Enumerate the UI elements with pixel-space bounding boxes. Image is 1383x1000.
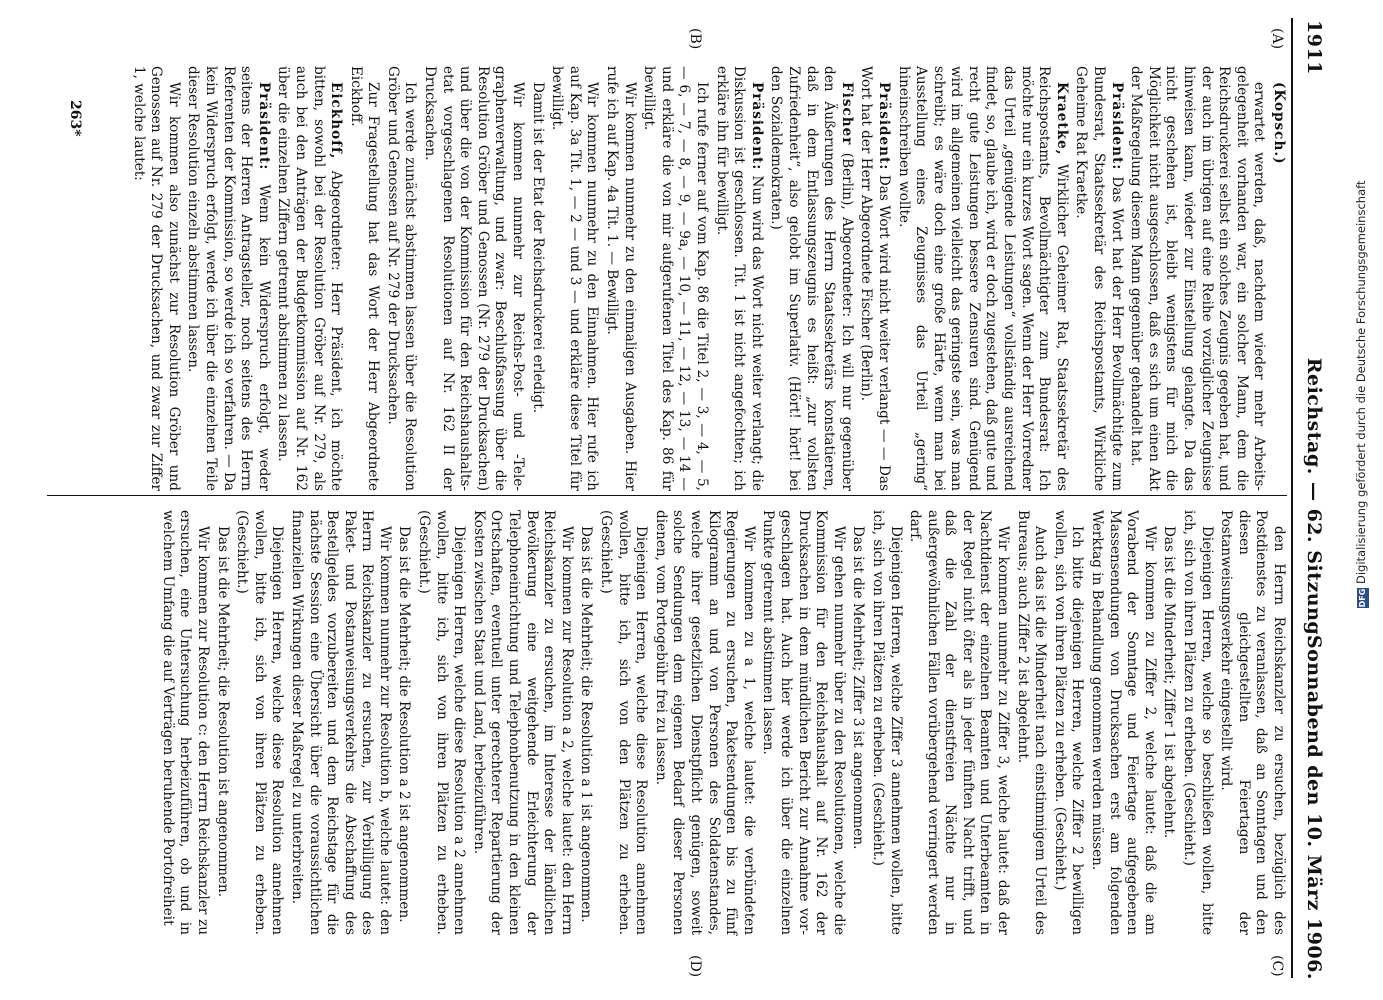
paragraph bbox=[640, 66, 710, 491]
paragraph bbox=[421, 66, 527, 491]
paragraph bbox=[274, 66, 344, 491]
digitization-note bbox=[1354, 180, 1376, 608]
paragraph-text: Wir gehen nunmehr über zu den Resolutionen, welche die Kommission für den Reichshaushalt auf Nr. 162 der Drucksachen in dem mündlichen Bericht zur Annahme vorgeschlagen hat. Auch hier werde ich über die einzelnen Punkte getrennt abstimmen lassen. bbox=[760, 510, 847, 935]
paragraph bbox=[548, 66, 601, 491]
paragraph-text: Das ist die Minderheit; Ziffer 1 ist abgelehnt. bbox=[1161, 526, 1178, 839]
paragraph-text: Das ist die Mehrheit; die Resolution a 1 ist angenommen. bbox=[578, 526, 595, 923]
margin-marker-b: (B) bbox=[687, 28, 703, 50]
paragraph bbox=[906, 510, 1012, 935]
paragraph bbox=[233, 510, 286, 935]
paragraph bbox=[602, 66, 637, 491]
digitization-text: Digitalisierung gefördert durch die Deutsche Forschungsgemeinschaft bbox=[1354, 180, 1368, 584]
speaker-name: Präsident: bbox=[1108, 82, 1125, 171]
paragraph-text: Wir kommen zu Ziffer 2, welche lautet: daß die am Vorabend der Sonntage und Feiertage aufgegebenen Massensendungen von Drucksachen erst am folgenden Werktag in Behandlung genommen werden müssen. bbox=[1089, 510, 1158, 935]
paragraph-text: Das ist die Mehrheit; die Resolution ist angenommen. bbox=[214, 526, 231, 898]
dfg-logo: DFG bbox=[1358, 588, 1367, 608]
speaker-name: Präsident: bbox=[875, 82, 892, 171]
paragraph bbox=[346, 66, 381, 491]
paragraph-text: Diejenigen Herren, welche Ziffer 3 annehmen wollen, bitte ich, sich von ihren Plätzen zu erheben. (Geschieht.) bbox=[869, 510, 904, 935]
margin-marker-c: (C) bbox=[1269, 955, 1285, 977]
paragraph-text: Diejenigen Herren, welche so beschließen wollen, bitte ich, sich von ihren Plätzen zu erheben. (Geschieht.) bbox=[1181, 510, 1215, 935]
paragraph bbox=[759, 510, 847, 935]
paragraph bbox=[712, 66, 765, 491]
paragraph bbox=[1127, 66, 1268, 491]
paragraph-text: erwartet werden, daß, nachdem wieder mehr Arbeitsgelegenheit vorhanden war, ein solcher Mann, dem die Reichsdruckerei selbst ein solches Zeugnis gegeben hat, und der auch im übrigen auf eine Reihe vorzüglicher Zeugnisse hinweisen kann, wieder zur Einstellung gelangte. Da das nicht geschehen ist, bleibt wenigstens für mich die Möglichkeit nicht ausgeschlossen, daß es sich um einen Akt der Maßregelung diesem Mann gegenüber gehandelt hat. bbox=[1128, 66, 1268, 491]
paragraph-text: Zur Fragestellung hat das Wort der Herr Abgeordnete Eickhoff. bbox=[347, 66, 382, 491]
paragraph bbox=[651, 510, 757, 935]
paragraph bbox=[1160, 510, 1178, 935]
paragraph bbox=[129, 66, 182, 491]
paragraph-text: Wir kommen nunmehr zu den einmaligen Ausgaben. Hier rufe ich auf Kap. 4a Tit. 1. — Bewilligt. bbox=[604, 66, 638, 491]
paragraph-text: Wir kommen zur Resolution c: den Herrn Reichskanzler zu ersuchen, eine Untersuchung herbeizuführen, ob und in welchem Umfang die auf Verträgen beruhende Portofreiheit bbox=[159, 510, 211, 935]
paragraph-text: Wir kommen nunmehr zu Ziffer 3, welche lautet: daß der Nachtdienst der einzelnen Beamten und Unterbeamten in der Regel nicht öfter als in jeder fünften Nacht trifft, und daß die Zahl der dienstfreien Nächte nur in außergewöhnlichen Fällen vorübergehend verringert werden darf. bbox=[907, 510, 1012, 935]
column-divider bbox=[47, 495, 1287, 496]
paragraph-text: Wenn kein Widerspruch erfolgt, weder seitens der Herren Antragsteller, noch seitens des Herrn Referenten der Kommission, so werde ich so verfahren. — Da kein Widerspruch erfolgt, werde ich über die einzelnen Teile dieser Resolution einzeln abstimmen lassen. bbox=[185, 66, 272, 492]
paragraph-text: Diejenigen Herren, welche diese Resolution a 2 annehmen wollen, bitte ich, sich von ihren Plätzen zu erheben. (Geschieht.) bbox=[416, 510, 468, 935]
paragraph bbox=[1072, 66, 1125, 491]
paragraph-text: Wirklicher Geheimer Rat, Staatssekretär des Reichspostamts, Bevollmächtigter zum Bundesrat: Ich möchte nur ein kurzes Wort sagen. Wenn der Herr Vorredner das Urteil „genügende Leistungen“ vollständig ausreichend findet, so, glaube ich, wird er doch zugestehen, daß gute und recht gute Leistungen bessere Zensuren sind. Genügend wird im allgemeinen vielleicht das geringste sein, was man schreibt; es wäre doch eine große Härte, wenn man bei Ausstellung eines Zeugnisses das Urteil „gering“ hineinschreiben wollte. bbox=[895, 66, 1070, 492]
paragraph bbox=[395, 510, 413, 935]
paragraph-text: Das Wort hat der Herr Bevollmächtigte zum Bundesrat, Staatssekretär des Reichspostamts, Wirkliche Geheime Rat Kraetke. bbox=[1073, 66, 1125, 491]
paragraph bbox=[383, 66, 418, 491]
paragraph-text: Damit ist der Etat der Reichsdruckerei erledigt. bbox=[529, 82, 546, 414]
paragraph-text: Diejenigen Herren, welche diese Resolution annehmen wollen, bitte ich, sich von ihren Plätzen zu erheben. (Geschieht.) bbox=[234, 510, 286, 935]
session-date: Sonnabend den 10. März 1906. bbox=[1303, 634, 1325, 980]
paragraph bbox=[849, 510, 867, 935]
paragraph-text: Wir kommen zur Resolution a 2, welche lautet: den Herrn Reichskanzler zu ersuchen, im Interesse der ländlichen Bevölkerung eine weitgehende Erleichterung der Telephoneinrichtung und Telephonbenutzung in den kleinen Ortschaften, eventuell unter gerechterer Repartierung der Kosten zwischen Staat und Land, herbeizuführen. bbox=[470, 510, 575, 935]
speaker-name: Eickhoff, bbox=[328, 82, 345, 160]
speaker-name: Präsident: bbox=[255, 82, 272, 171]
paragraph-text: Nun wird das Wort nicht weiter verlangt; die Diskussion ist geschlossen. Tit. 1 ist nicht angefochten; ich erkläre ihn für bewilligt. bbox=[713, 66, 765, 491]
paragraph bbox=[868, 510, 903, 935]
paragraph bbox=[1179, 510, 1214, 935]
paragraph bbox=[415, 510, 468, 935]
paragraph-text: Abgeordneter: Herr Präsident, ich möchte bitten, sowohl bei der Resolution Gröber auf Nr. 279, als auch bei den Anträgen der Budgetkommission auf Nr. 162 über die einzelnen Ziffern getrennt abstimmen zu lassen. bbox=[275, 66, 345, 491]
paragraph bbox=[184, 66, 272, 491]
paragraph bbox=[577, 510, 595, 935]
page-header bbox=[1295, 20, 1325, 980]
paragraph-text: Das ist die Mehrheit; die Resolution a 2 ist angenommen. bbox=[396, 526, 413, 923]
paragraph-text: Das Wort wird nicht weiter verlangt — — Das Wort hat der Herr Abgeordnete Fischer (Berlin). bbox=[858, 66, 892, 491]
paragraph bbox=[1013, 510, 1048, 935]
paragraph bbox=[894, 66, 1070, 491]
margin-marker-d: (D) bbox=[687, 955, 703, 978]
paragraph-text: (Berlin), Abgeordneter: Ich will nur gegenüber den Äußerungen des Herrn Staatssekretärs konstatieren, daß in dem Entlassungszeugnis es heißt: „zur vollsten Zufriedenheit“, also gelobt im Superlativ. (Hört! hört! bei den Sozialdemokraten.) bbox=[768, 66, 855, 491]
paragraph bbox=[1217, 510, 1287, 935]
left-column bbox=[127, 66, 1287, 491]
paragraph bbox=[1269, 66, 1287, 491]
paragraph bbox=[1087, 510, 1157, 935]
paragraph-text: Auch das ist die Minderheit nach einstimmigem Urteil des Bureaus; auch Ziffer 2 ist abgelehnt. bbox=[1014, 510, 1049, 935]
paragraph-text: Diejenigen Herren, welche diese Resolution annehmen wollen, bitte ich, sich von den Plätzen zu erheben. (Geschieht.) bbox=[598, 510, 650, 935]
running-title: Reichstag. — 62. Sitzung. bbox=[1303, 357, 1325, 643]
paragraph-text: Wir kommen nunmehr zu den Einnahmen. Hier rufe ich auf Kap. 3a Tit. 1, — 2 — und 3 — und erkläre diese Titel für bewilligt. bbox=[549, 66, 601, 491]
paragraph-text: den Herrn Reichskanzler zu ersuchen, bezüglich des Postdienstes zu veranlassen, daß an Sonntagen und den diesen gleichgestellten Feiertagen der Postanweisungsverkehr eingestellt wird. bbox=[1218, 510, 1287, 935]
paragraph bbox=[287, 510, 393, 935]
paragraph-text: Ich werde zunächst abstimmen lassen über die Resolution Gröber und Genossen auf Nr. 279 der Drucksachen. bbox=[384, 66, 419, 491]
paragraph-text: Wir kommen also zunächst zur Resolution Gröber und Genossen auf Nr. 279 der Drucksachen, und zwar zur Ziffer 1, welche lautet: bbox=[130, 66, 182, 491]
paragraph-text: Ich rufe ferner auf vom Kap. 86 die Titel 2, — 3, — 4, — 5, — 6, — 7, — 8, — 9, — 9a, — 10, — 11, — 12, — 13, — 14 — und erkläre die von mir aufgerufenen Titel des Kap. 86 für bewilligt. bbox=[641, 66, 710, 491]
paragraph bbox=[767, 66, 855, 491]
paragraph bbox=[213, 510, 231, 935]
paragraph bbox=[158, 510, 211, 935]
speaker-name: (Kopsch.) bbox=[1271, 82, 1287, 165]
paragraph-text: Ich bitte diejenigen Herren, welche Ziffer 2 bewilligen wollen, sich von ihren Plätzen zu erheben. (Geschieht.) bbox=[1051, 510, 1086, 935]
paragraph bbox=[1050, 510, 1085, 935]
speaker-name: Fischer bbox=[838, 82, 855, 146]
margin-marker-a: (A) bbox=[1269, 28, 1285, 50]
paragraph-text: Wir kommen nunmehr zur Reichs-Post- und -Telegraphenverwaltung, und zwar: Beschlußfassung über die Resolution Gröber und Genossen (Nr. 279 der Drucksachen) und über die von der Kommission für den Reichshaushaltsetat vorgeschlagenen Resolutionen auf Nr. 162 II der Drucksachen. bbox=[422, 66, 527, 491]
right-column bbox=[156, 510, 1287, 935]
paragraph-text: Das ist die Mehrheit; Ziffer 3 ist angenommen. bbox=[850, 526, 867, 850]
page-number: 1911 bbox=[1303, 20, 1325, 75]
footer-number: 263* bbox=[67, 100, 83, 137]
header-rule bbox=[1291, 18, 1293, 978]
paragraph bbox=[528, 66, 546, 491]
paragraph bbox=[469, 510, 575, 935]
speaker-name: Präsident: bbox=[748, 82, 765, 171]
paragraph-text: Wir kommen nunmehr zur Resolution b, welche lautet: den Herrn Reichskanzler zu ersuchen, zur Verbilligung des Paket- und Postanweisungsverkehrs die Abschaffung des Bestellgeldes vorzubereiten und dem Reichstage für die nächste Session eine Übersicht über die voraussichtlichen finanziellen Wirkungen dieser Maßregel zu unterbreiten. bbox=[288, 510, 393, 935]
speaker-name: Kraetke, bbox=[1053, 82, 1070, 156]
paragraph bbox=[857, 66, 892, 491]
paragraph bbox=[596, 510, 649, 935]
paragraph-text: Wir kommen zu a 1, welche lautet: die verbündeten Regierungen zu ersuchen, Paketsendungen bis zu fünf Kilogramm an und von Personen des Soldatenstandes, welche ihrer gesetzlichen Dienstpflicht genügen, soweit solche Sendungen dem eigenen Bedarf dieser Personen dienen, vom Portogebühr frei zu lassen. bbox=[652, 510, 757, 935]
